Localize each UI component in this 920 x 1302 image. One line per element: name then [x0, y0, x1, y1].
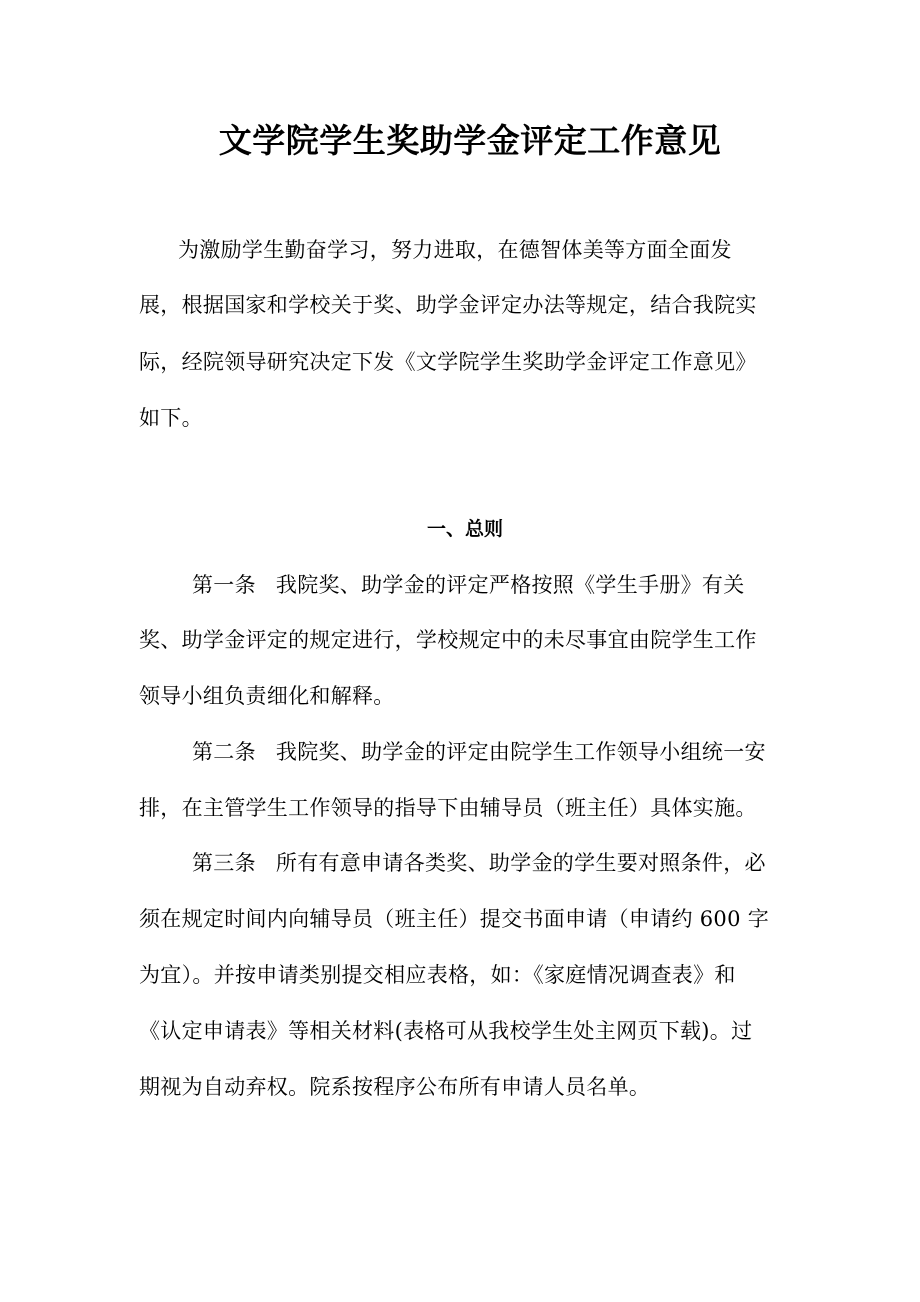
article-label: 第一条 [192, 573, 256, 597]
article-label: 第二条 [192, 740, 256, 764]
article-3-line-1 [192, 848, 832, 878]
article-3-line-2: 须在规定时间内向辅导员（班主任）提交书面申请（申请约 600 字 [139, 907, 770, 931]
article-2-line-1 [192, 737, 832, 767]
intro-line-4: 如下。 [139, 406, 203, 430]
article-text: 我院奖、助学金的评定严格按照《学生手册》有关 [275, 573, 745, 597]
article-2-line-2: 排，在主管学生工作领导的指导下由辅导员（班主任）具体实施。 [139, 796, 757, 820]
article-text: 所有有意申请各类奖、助学金的学生要对照条件，必 [275, 851, 766, 875]
document-title: 文学院学生奖助学金评定工作意见 [218, 121, 722, 160]
intro-line-1: 为激励学生勤奋学习，努力进取，在德智体美等方面全面发 [178, 238, 732, 262]
article-1-line-2: 奖、助学金评定的规定进行，学校规定中的未尽事宜由院学生工作 [139, 628, 757, 652]
article-3-line-3: 为宜）。并按申请类别提交相应表格，如：《家庭情况调查表》和 [139, 963, 736, 987]
section-heading: 一、总则 [426, 518, 503, 540]
intro-line-2: 展，根据国家和学校关于奖、助学金评定办法等规定，结合我院实 [139, 293, 757, 317]
article-text: 我院奖、助学金的评定由院学生工作领导小组统一安 [275, 740, 766, 764]
article-label: 第三条 [192, 851, 256, 875]
article-1-line-1 [192, 570, 832, 600]
article-3-line-5: 期视为自动弃权。院系按程序公布所有申请人员名单。 [139, 1075, 651, 1099]
article-3-line-4: 《认定申请表》等相关材料(表格可从我校学生处主网页下载)。过 [139, 1019, 753, 1043]
intro-line-3: 际，经院领导研究决定下发《文学院学生奖助学金评定工作意见》 [139, 350, 757, 374]
article-1-line-3: 领导小组负责细化和解释。 [139, 684, 395, 708]
